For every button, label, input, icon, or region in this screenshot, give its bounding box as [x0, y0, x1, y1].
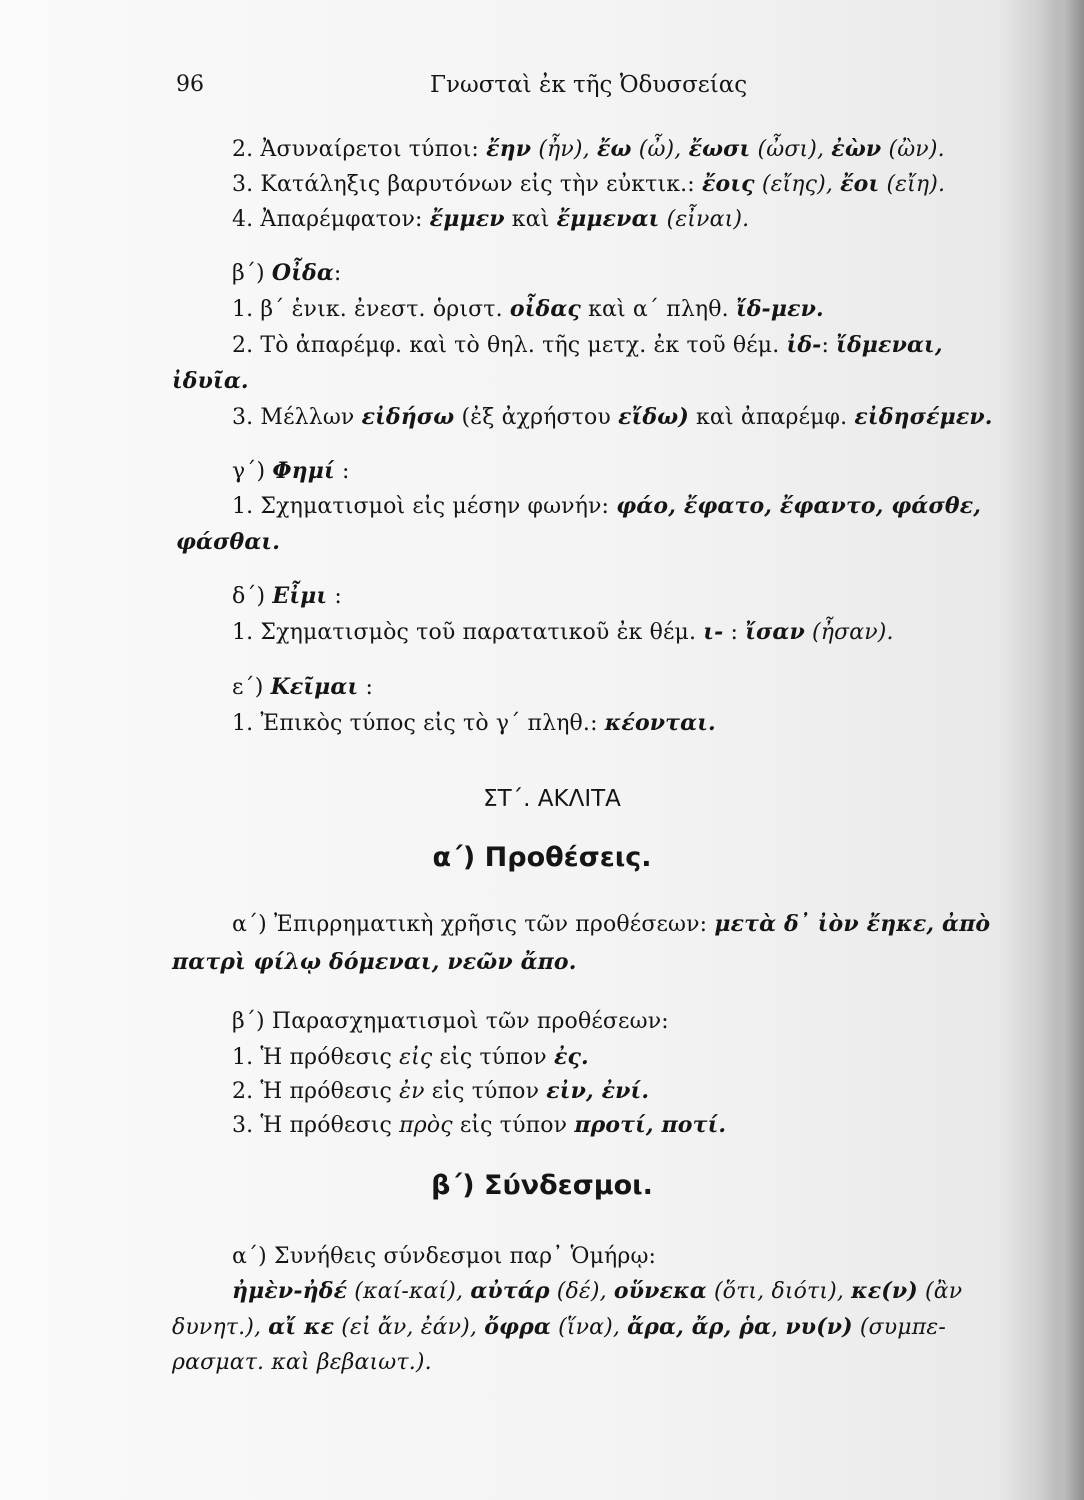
text-span: δυνητ.), [172, 1315, 269, 1340]
text-line [172, 1312, 946, 1343]
text-span: 3. Ἡ πρόθεσις [232, 1113, 400, 1138]
text-line [232, 402, 993, 433]
text-span: 1. Σχηματισμὸς τοῦ παρατατικοῦ ἐκ θέμ. [232, 620, 704, 645]
text-span: : [358, 675, 374, 700]
text-line [232, 708, 716, 739]
term: οὕνεκα [613, 1278, 707, 1304]
text-span: (εἰ ἄν, ἐάν), [334, 1315, 485, 1340]
text-span: β΄) [232, 261, 272, 286]
text-span: (ὦσι), [750, 137, 832, 162]
term: ἴδμεναι, [836, 332, 943, 358]
text-span: εἰς τύπον [432, 1045, 554, 1070]
text-line [232, 1276, 962, 1307]
text-span: 1. β΄ ἑνικ. ἐνεστ. ὁριστ. [232, 297, 510, 322]
text-line [232, 330, 943, 361]
term: ἔοις [702, 171, 755, 197]
text-span: β΄) Παρασχηματισμοὶ τῶν προθέσεων: [232, 1009, 669, 1034]
text-line [232, 1007, 669, 1037]
text-line [176, 527, 280, 558]
text-span: 1. Ἡ πρόθεσις [232, 1045, 400, 1070]
text-span: : [723, 620, 746, 645]
section-heading: ΣΤ΄. ΑΚΛΙΤΑ [483, 786, 621, 812]
text-span: (εἴης), [754, 172, 841, 197]
term: Εἶμι [272, 583, 328, 609]
term: ἰδυῖα. [172, 368, 249, 394]
text-span: πρὸς [399, 1113, 453, 1138]
term: ἠμὲν-ἠδέ [232, 1278, 348, 1304]
term: εἰδήσω [361, 404, 455, 430]
term: ἐς. [553, 1044, 589, 1070]
text-line [172, 366, 249, 397]
term: εἴδω) [618, 404, 689, 430]
running-title: Γνωσταὶ ἐκ τῆς Ὀδυσσείας [430, 72, 748, 98]
term: ἄρα, ἄρ, ῥα [627, 1314, 772, 1340]
text-line [232, 617, 894, 648]
text-span: (ὅτι, διότι), [706, 1279, 852, 1304]
text-span: : [334, 459, 350, 484]
text-span: (ὦ), [631, 137, 689, 162]
term: Οἶδα [271, 260, 334, 286]
text-span: ἐν [399, 1079, 425, 1104]
term: Κεῖμαι [270, 674, 359, 700]
page-edge-shadow [1050, 0, 1084, 1500]
term: ἔμμεν [429, 206, 505, 232]
term: φάο, ἔφατο, ἔφαντο, φάσθε, [616, 493, 982, 519]
term: ἔην [486, 136, 532, 162]
text-span: ρασματ. καὶ βεβαιωτ.). [172, 1350, 432, 1375]
text-span: (ἦν), [531, 137, 597, 162]
text-line [232, 1042, 589, 1073]
text-span: : [333, 261, 342, 286]
text-line [232, 1242, 656, 1272]
term: κέονται. [604, 710, 716, 736]
term: ι- [703, 619, 724, 645]
text-span: (δέ), [549, 1279, 614, 1304]
text-span: ε΄) [232, 675, 271, 700]
text-span: εἰς τύπον [424, 1079, 547, 1104]
text-line [232, 169, 945, 200]
text-span: 2. Ἡ πρόθεσις [232, 1079, 400, 1104]
term: προτί, ποτί. [574, 1112, 727, 1138]
text-span: α΄) Συνήθεις σύνδεσμοι παρ᾽ Ὁμήρῳ: [232, 1244, 657, 1269]
term: πατρὶ φίλῳ δόμεναι, νεῶν ἄπο. [172, 949, 577, 975]
text-span: 1. Ἐπικὸς τύπος εἰς τὸ γ΄ πληθ.: [232, 711, 605, 736]
term: εἰν, ἐνί. [546, 1078, 650, 1104]
text-span: (ἦσαν). [804, 620, 894, 645]
subsection-label [232, 581, 342, 612]
text-line [232, 204, 749, 235]
text-span: καὶ α΄ πληθ. [580, 297, 736, 322]
text-span: α΄) Ἐπιρρηματικὴ χρῆσις τῶν προθέσεων: [232, 912, 715, 937]
text-line [232, 1110, 726, 1141]
term: αἴ κε [268, 1314, 335, 1340]
text-line [232, 294, 824, 325]
page-header [0, 68, 1084, 108]
text-span: 4. Ἀπαρέμφατον: [232, 207, 430, 232]
subsection-label [232, 456, 350, 487]
text-span: δ΄) [232, 584, 273, 609]
term: ἴδ-μεν. [735, 296, 824, 322]
term: ἐὼν [831, 136, 882, 162]
text-span: 1. Σχηματισμοὶ εἰς μέσην φωνήν: [232, 494, 617, 519]
text-span: (ἐξ ἀχρήστου [454, 405, 619, 430]
text-line [232, 491, 981, 522]
term: οἶδας [509, 296, 581, 322]
text-span: (συμπε- [852, 1315, 946, 1340]
term: εἰδησέμεν. [854, 404, 993, 430]
text-span: : [327, 584, 342, 609]
term: ἴσαν [745, 619, 805, 645]
term: ὄφρα [484, 1314, 551, 1340]
term: ἔωσι [688, 136, 751, 162]
text-span: (ἵνα), [550, 1315, 628, 1340]
text-line [232, 909, 990, 940]
term: ἔω [596, 136, 632, 162]
text-line [172, 1348, 432, 1378]
text-line [232, 134, 945, 165]
term: νυ(ν) [785, 1314, 853, 1340]
text-span: : [821, 333, 837, 358]
page-number: 96 [176, 72, 204, 97]
subsection-heading-conjunctions: β΄) Σύνδεσμοι. [431, 1170, 653, 1201]
term: κε(ν) [851, 1278, 918, 1304]
subsection-label [232, 672, 373, 703]
text-line [172, 947, 577, 978]
term: ἔμμεναι [556, 206, 660, 232]
term: μετὰ δ᾽ ἰὸν ἔηκε, ἀπὸ [714, 911, 991, 937]
text-span: εἰς τύπον [452, 1113, 575, 1138]
text-span: καὶ [504, 207, 557, 232]
text-line [232, 1076, 649, 1107]
subsection-label [232, 258, 341, 289]
text-span: (καί-καί), [347, 1279, 471, 1304]
text-span: 3. Μέλλων [232, 405, 362, 430]
text-span: 2. Ἀσυναίρετοι τύποι: [232, 137, 487, 162]
term: αὐτάρ [470, 1278, 550, 1304]
term: ἰδ- [786, 332, 822, 358]
term: φάσθαι. [176, 529, 281, 555]
term: ἔοι [840, 171, 880, 197]
text-span: γ΄) [232, 459, 273, 484]
text-span: (εἴη). [879, 172, 946, 197]
text-span: , [771, 1315, 786, 1340]
term: Φημί [272, 458, 335, 484]
text-span: (εἶναι). [659, 207, 750, 232]
subsection-heading-prepositions: α΄) Προθέσεις. [432, 842, 652, 873]
text-span: 3. Κατάληξις βαρυτόνων εἰς τὴν εὐκτικ.: [232, 172, 702, 197]
text-span: εἰς [399, 1045, 433, 1070]
text-span: 2. Τὸ ἀπαρέμφ. καὶ τὸ θηλ. τῆς μετχ. ἐκ τοῦ θέμ. [232, 333, 787, 358]
text-span: (ὢν). [881, 137, 945, 162]
text-span: καὶ ἀπαρέμφ. [688, 405, 855, 430]
text-span: (ἂν [917, 1279, 963, 1304]
